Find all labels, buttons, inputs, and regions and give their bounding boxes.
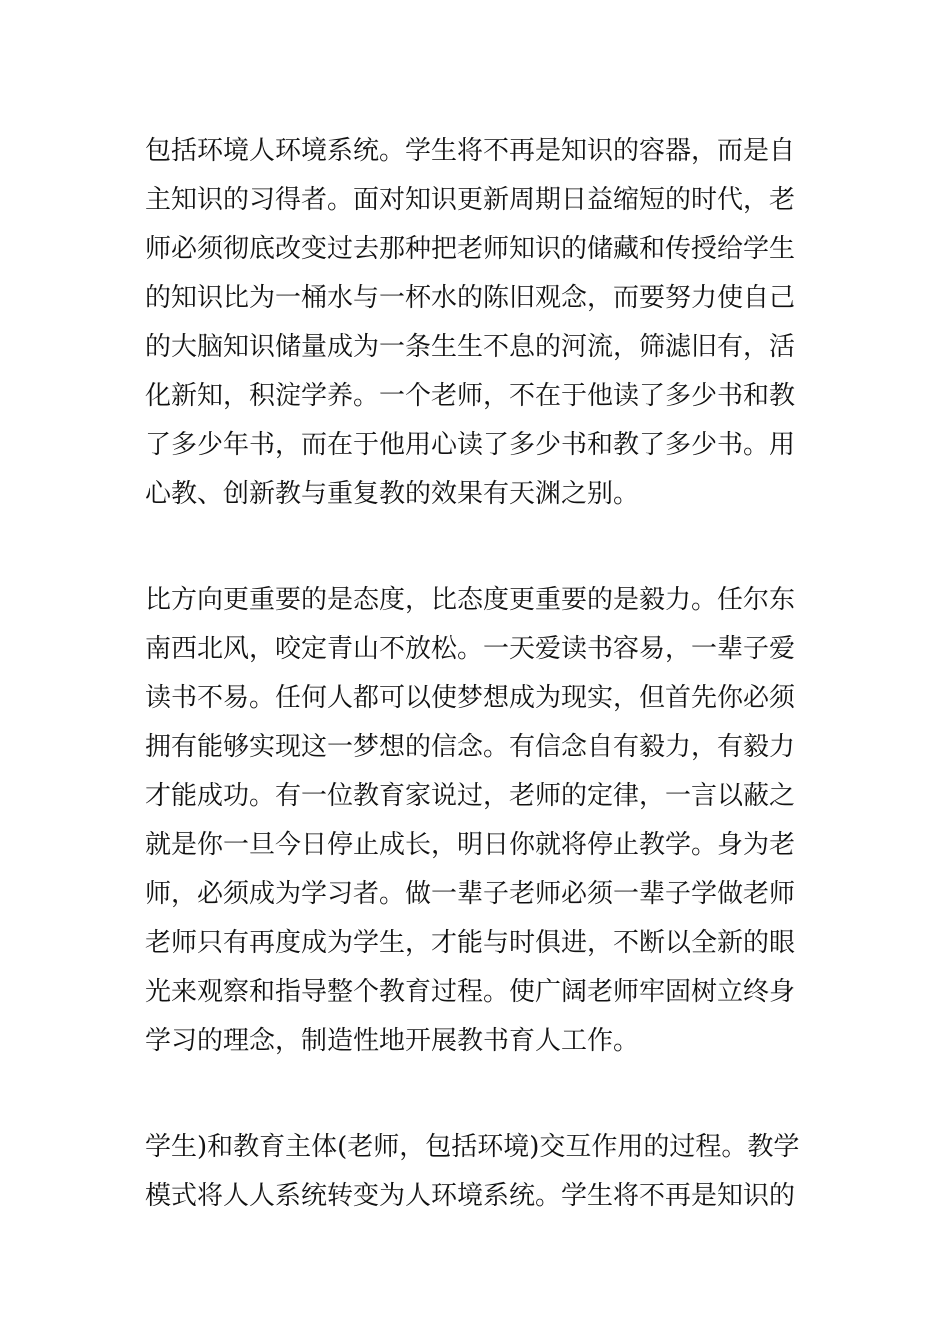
text-line: 模式将人人系统转变为人环境系统。学生将不再是知识的 xyxy=(145,1181,796,1211)
paragraph-1 xyxy=(145,127,825,519)
text-line: 的知识比为一桶水与一杯水的陈旧观念，而要努力使自己 xyxy=(145,283,796,313)
text-line: 了多少年书，而在于他用心读了多少书和教了多少书。用 xyxy=(145,430,796,460)
text-line: 就是你一旦今日停止成长，明日你就将停止教学。身为老 xyxy=(145,830,796,860)
text-line: 南西北风，咬定青山不放松。一天爱读书容易，一辈子爱 xyxy=(145,634,796,664)
text-line: 学习的理念，制造性地开展教书育人工作。 xyxy=(145,1026,640,1056)
text-line: 师必须彻底改变过去那种把老师知识的储藏和传授给学生 xyxy=(145,234,796,264)
text-line: 老师只有再度成为学生，才能与时俱进，不断以全新的眼 xyxy=(145,928,796,958)
text-line: 心教、创新教与重复教的效果有天渊之别。 xyxy=(145,479,640,509)
text-line: 才能成功。有一位教育家说过，老师的定律，一言以蔽之 xyxy=(145,781,796,811)
paragraph-3 xyxy=(145,1123,825,1221)
text-line: 比方向更重要的是态度，比态度更重要的是毅力。任尔东 xyxy=(145,585,796,615)
text-line: 拥有能够实现这一梦想的信念。有信念自有毅力，有毅力 xyxy=(145,732,796,762)
text-line: 学生)和教育主体(老师，包括环境)交互作用的过程。教学 xyxy=(145,1132,800,1162)
paragraph-2 xyxy=(145,576,825,1066)
text-line: 师，必须成为学习者。做一辈子老师必须一辈子学做老师 xyxy=(145,879,796,909)
text-line: 光来观察和指导整个教育过程。使广阔老师牢固树立终身 xyxy=(145,977,796,1007)
text-line: 包括环境人环境系统。学生将不再是知识的容器，而是自 xyxy=(145,136,796,166)
text-line: 的大脑知识储量成为一条生生不息的河流，筛滤旧有，活 xyxy=(145,332,796,362)
text-line: 化新知，积淀学养。一个老师，不在于他读了多少书和教 xyxy=(145,381,796,411)
text-line: 读书不易。任何人都可以使梦想成为现实，但首先你必须 xyxy=(145,683,796,713)
text-line: 主知识的习得者。面对知识更新周期日益缩短的时代，老 xyxy=(145,185,796,215)
